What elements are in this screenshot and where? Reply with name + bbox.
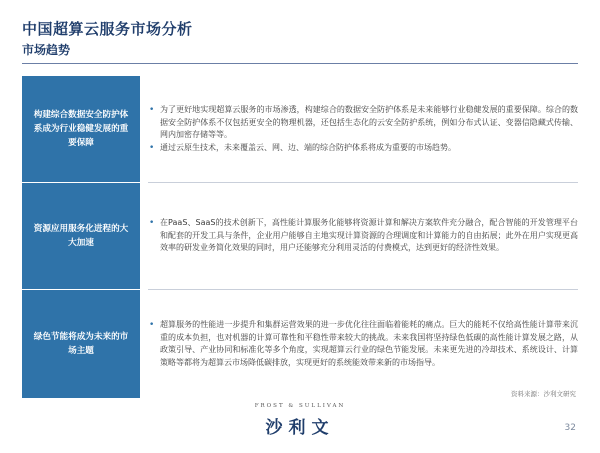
header-divider <box>22 63 578 64</box>
source-note: 资料来源：沙利文研究 <box>511 390 576 398</box>
topic-sidebar <box>22 76 140 398</box>
page-subtitle: 市场趋势 <box>22 43 71 57</box>
brand-logo-english: FROST & SULLIVAN <box>254 403 346 409</box>
bullet-item: • 超算服务的性能进一步提升和集群运营效果的进一步优化往往面临着能耗的痛点。巨大的能耗不仅给高性能计算带来沉重的成本负担，也对机器的计算可靠性和平稳性带来较大的挑战。未来我国将坚持绿色低碳的高性能计算发展之路，从政策引导、产业协同和标准化等多个角度，实现超算云行业的绿色节能发展。未来更先进的冷却技术、系统设计、计算策略等都将为超算云市场降低碳排放，实现更好的系统能效带来新的市场指导。 <box>160 319 578 369</box>
content-block-service <box>148 183 578 289</box>
bullet-item: • 通过云原生技术，未来覆盖云、网、边、端的综合防护体系将成为重要的市场趋势。 <box>160 142 578 155</box>
content-area <box>148 76 578 398</box>
bullet-item: • 为了更好地实现超算云服务的市场渗透，构建综合的数据安全防护体系是未来能够行业稳健发展的重要保障。综合的数据安全防护体系不仅包括更安全的物理机器，还包括生态化的云安全防护系统，例如分布式认证、变器信隐藏式传输、网内加密存储等等。 <box>160 104 578 142</box>
bullet-list <box>148 104 578 154</box>
sidebar-label-security: 构建综合数据安全防护体系成为行业稳健发展的重要保障 <box>33 110 129 148</box>
content-block-security <box>148 76 578 182</box>
brand-logo-chinese: 沙利文 <box>265 418 335 438</box>
page-number: 32 <box>564 423 576 433</box>
sidebar-label-service: 资源应用服务化进程的大大加速 <box>33 224 129 248</box>
bullet-list <box>148 319 578 369</box>
content-block-green <box>148 290 578 398</box>
bullet-list <box>148 217 578 255</box>
page-title: 中国超算云服务市场分析 <box>22 20 193 38</box>
bullet-item: • 在PaaS、SaaS的技术创新下，高性能计算服务化能够将资源计算和解决方案软件充分融合，配合智能的开发管理平台和配套的开发工具与条件，企业用户能够自主地实现计算资源的合理调度和计算能力的自由拓展；此外在用户实现更高效率的研发业务简化效果的同时，用户还能够充分利用灵活的付费模式，达到更好的经济性效果。 <box>160 217 578 255</box>
sidebar-label-green: 绿色节能将成为未来的市场主题 <box>33 332 129 356</box>
